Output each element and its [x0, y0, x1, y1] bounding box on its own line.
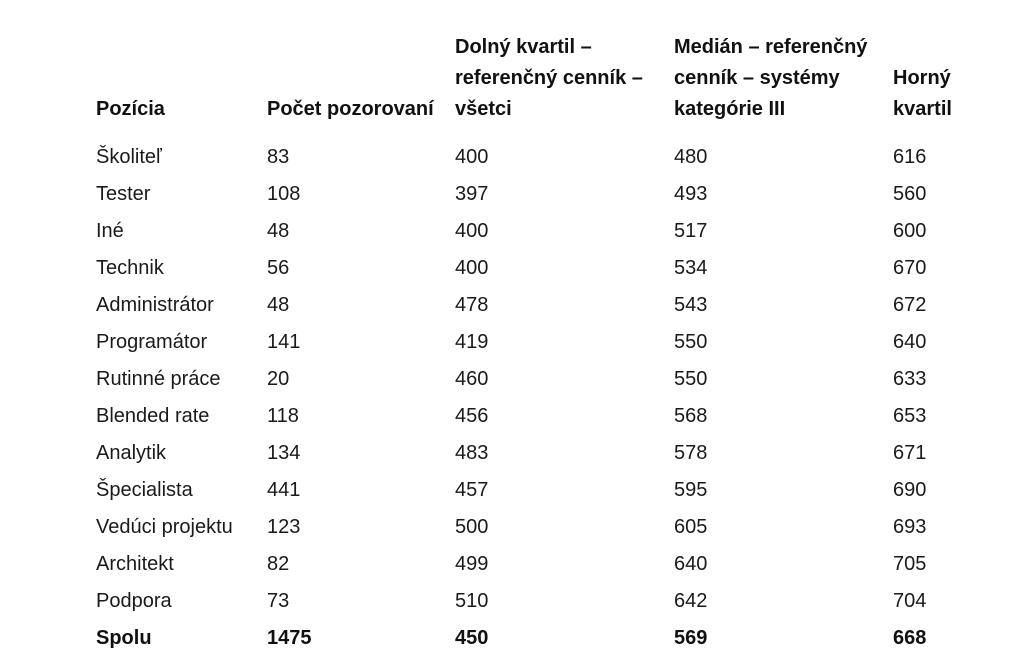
table-row [88, 509, 978, 546]
upper-quartile-cell: 640 [893, 331, 927, 353]
observations-cell: 118 [267, 405, 299, 427]
median-cell: 480 [674, 146, 708, 168]
header-upper-quartile: Horný kvartil [893, 67, 952, 120]
position-cell: Blended rate [96, 405, 210, 427]
position-cell: Podpora [96, 590, 172, 612]
median-cell: 605 [674, 516, 708, 538]
median-cell: 578 [674, 442, 708, 464]
table-row [88, 435, 978, 472]
table-row [88, 472, 978, 509]
observations-cell: 48 [267, 220, 290, 242]
upper-quartile-cell: 653 [893, 405, 927, 427]
table-row [88, 287, 978, 324]
table-row [88, 546, 978, 583]
upper-quartile-cell: 671 [893, 442, 927, 464]
lower-quartile-cell: 499 [455, 553, 489, 575]
table-row [88, 139, 978, 176]
total-lower-quartile-cell: 450 [455, 627, 489, 649]
position-cell: Technik [96, 257, 164, 279]
observations-cell: 441 [267, 479, 301, 501]
observations-cell: 123 [267, 516, 301, 538]
lower-quartile-cell: 460 [455, 368, 489, 390]
lower-quartile-cell: 400 [455, 220, 489, 242]
median-cell: 568 [674, 405, 708, 427]
header-position: Pozícia [96, 98, 165, 120]
total-row [88, 620, 978, 657]
median-cell: 543 [674, 294, 708, 316]
position-cell: Tester [96, 183, 151, 205]
lower-quartile-cell: 483 [455, 442, 489, 464]
lower-quartile-cell: 397 [455, 183, 489, 205]
position-cell: Analytik [96, 442, 167, 464]
total-observations-cell: 1475 [267, 627, 312, 649]
total-median-cell: 569 [674, 627, 708, 649]
upper-quartile-cell: 672 [893, 294, 927, 316]
observations-cell: 20 [267, 368, 290, 390]
header-observations: Počet pozorovaní [267, 98, 434, 120]
upper-quartile-cell: 616 [893, 146, 927, 168]
table-row [88, 250, 978, 287]
lower-quartile-cell: 478 [455, 294, 489, 316]
table-row [88, 361, 978, 398]
position-cell: Programátor [96, 331, 208, 353]
position-cell: Rutinné práce [96, 368, 221, 390]
upper-quartile-cell: 690 [893, 479, 927, 501]
upper-quartile-cell: 704 [893, 590, 927, 612]
table-row [88, 583, 978, 620]
upper-quartile-cell: 693 [893, 516, 927, 538]
observations-cell: 134 [267, 442, 301, 464]
observations-cell: 141 [267, 331, 301, 353]
observations-cell: 82 [267, 553, 290, 575]
median-cell: 517 [674, 220, 708, 242]
median-cell: 595 [674, 479, 708, 501]
total-position-cell: Spolu [96, 627, 152, 649]
observations-cell: 108 [267, 183, 301, 205]
median-cell: 534 [674, 257, 708, 279]
lower-quartile-cell: 457 [455, 479, 489, 501]
median-cell: 550 [674, 368, 708, 390]
median-cell: 493 [674, 183, 708, 205]
position-cell: Administrátor [96, 294, 214, 316]
upper-quartile-cell: 705 [893, 553, 927, 575]
observations-cell: 48 [267, 294, 290, 316]
median-cell: 550 [674, 331, 708, 353]
table-row [88, 398, 978, 435]
median-cell: 640 [674, 553, 708, 575]
table-row [88, 213, 978, 250]
header-row [88, 28, 978, 139]
position-cell: Špecialista [96, 479, 193, 501]
lower-quartile-cell: 500 [455, 516, 489, 538]
position-cell: Iné [96, 220, 124, 242]
lower-quartile-cell: 456 [455, 405, 489, 427]
lower-quartile-cell: 510 [455, 590, 489, 612]
lower-quartile-cell: 400 [455, 146, 489, 168]
median-cell: 642 [674, 590, 708, 612]
position-cell: Architekt [96, 553, 174, 575]
header-lower-quartile: Dolný kvartil – referenčný cenník – všetci [455, 36, 643, 120]
lower-quartile-cell: 400 [455, 257, 489, 279]
table-row [88, 324, 978, 361]
upper-quartile-cell: 600 [893, 220, 927, 242]
header-median: Medián – referenčný cenník – systémy kategórie III [674, 36, 868, 120]
position-cell: Vedúci projektu [96, 516, 233, 538]
total-upper-quartile-cell: 668 [893, 627, 927, 649]
observations-cell: 56 [267, 257, 290, 279]
pricing-table [88, 28, 978, 657]
upper-quartile-cell: 633 [893, 368, 927, 390]
position-cell: Školiteľ [96, 146, 162, 168]
table-body [88, 139, 978, 657]
table-header [88, 28, 978, 139]
observations-cell: 83 [267, 146, 290, 168]
observations-cell: 73 [267, 590, 290, 612]
lower-quartile-cell: 419 [455, 331, 489, 353]
upper-quartile-cell: 560 [893, 183, 927, 205]
upper-quartile-cell: 670 [893, 257, 927, 279]
table-row [88, 176, 978, 213]
